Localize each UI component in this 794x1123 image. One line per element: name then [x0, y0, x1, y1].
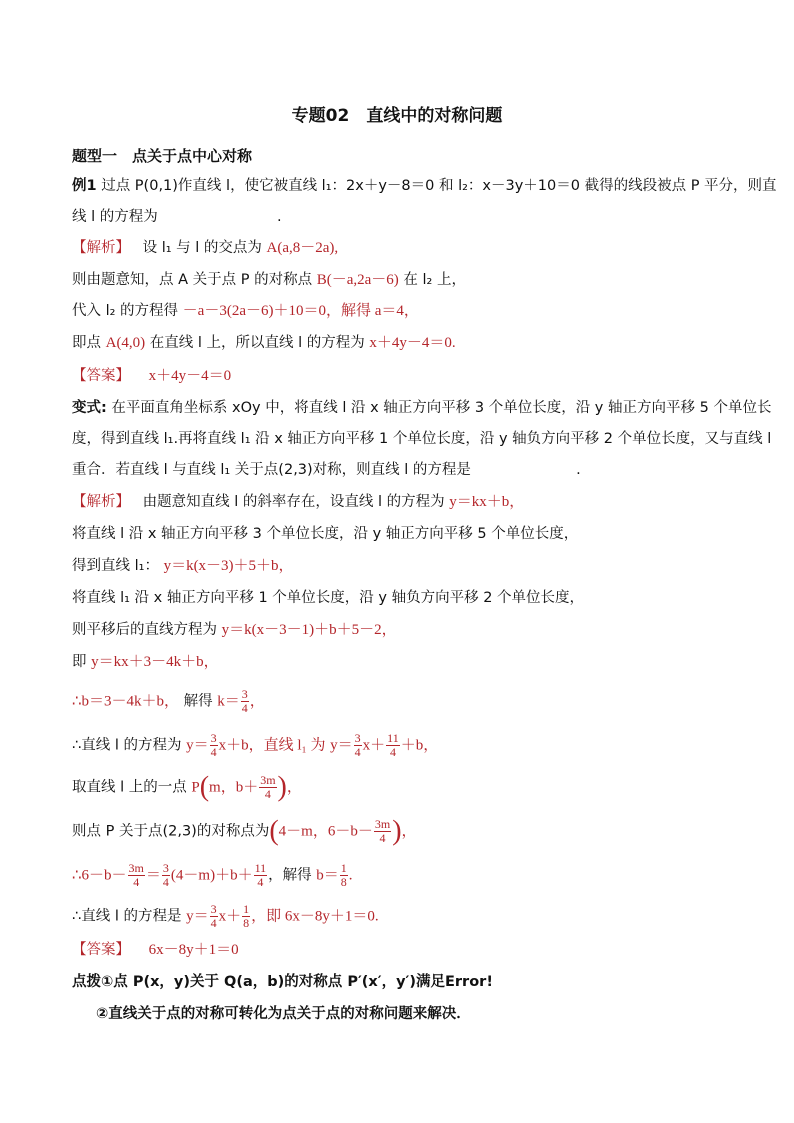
analysis-label: 【解析】	[72, 494, 130, 510]
example1-analysis-line3	[72, 301, 419, 321]
analysis-math: 4－m，6－b－	[278, 823, 373, 840]
variant-question-text: 在平面直角坐标系 xOy 中，将直线 l 沿 x 轴正方向平移 3 个单位长度，沿 y 轴正方向平移 5 个单位长	[111, 400, 772, 416]
analysis-math: －a－3(2a－6)＋10＝0，解得 a＝4，	[182, 303, 419, 319]
analysis-text: 解得	[183, 693, 213, 710]
analysis-math: ∴b＝3－4k＋b，	[72, 693, 180, 710]
analysis-math: x＋	[362, 737, 386, 754]
analysis-math: y＝k(x－3)＋5＋b，	[163, 558, 294, 574]
analysis-text: 则平移后的直线方程为	[72, 622, 217, 638]
example1-question-line1	[72, 176, 777, 196]
left-paren: (	[199, 771, 210, 803]
analysis-math: (4－m)＋b＋	[170, 867, 253, 884]
fraction: $\frac{3}{4}$	[354, 731, 361, 759]
variant-analysis-line7	[72, 688, 265, 715]
variant-question-end: .	[576, 462, 581, 478]
example1-analysis-line4	[72, 333, 456, 353]
analysis-text: 代入 l₂ 的方程得	[72, 303, 179, 319]
variant-analysis-line8	[72, 732, 438, 759]
variant-question-text: 重合．若直线 l 与直线 l₁ 关于点(2,3)对称，则直线 l 的方程是	[72, 462, 471, 478]
variant-analysis-line12	[72, 903, 379, 930]
analysis-math: P	[191, 779, 200, 796]
analysis-text: 将直线 l₁ 沿 x 轴正方向平移 1 个单位长度，沿 y 轴负方向平移 2 个单位长度，	[72, 590, 585, 606]
analysis-math: x＋b，直线 l₁ 为	[218, 737, 326, 754]
left-paren: (	[269, 815, 279, 847]
example1-question-end: .	[276, 209, 282, 225]
analysis-math: A(4,0)	[105, 335, 146, 351]
analysis-math: k＝	[217, 693, 240, 710]
analysis-text: 取直线 l 上的一点	[72, 779, 187, 796]
fraction: $\frac{3m}{4}$	[260, 773, 276, 801]
punctuation: ，	[286, 779, 302, 796]
example1-label: 例1	[72, 178, 97, 194]
tip-line1: 点拨①点 P(x，y)关于 Q(a，b)的对称点 P′(x′，y′)满足Error!	[72, 974, 493, 990]
analysis-math: x＋4y－4＝0.	[369, 335, 456, 351]
variant-answer-line	[72, 940, 239, 960]
analysis-math: ＋b，	[400, 737, 439, 754]
fraction: $\frac{11}{4}$	[254, 861, 267, 889]
section-heading: 题型一 点关于点中心对称	[72, 147, 253, 165]
variant-question-line1	[72, 398, 771, 418]
analysis-text: 得到直线 l₁：	[72, 558, 159, 574]
variant-analysis-line10	[72, 815, 417, 847]
analysis-text: ∴直线 l 的方程是	[72, 908, 182, 925]
fraction: $\frac{1}{8}$	[340, 861, 347, 889]
variant-analysis-line5	[72, 620, 397, 640]
right-paren: )	[277, 771, 287, 803]
fraction: $\frac{3m}{4}$	[374, 817, 391, 845]
variant-question-line3	[72, 460, 581, 480]
analysis-math: ∴6－b－	[72, 867, 127, 884]
analysis-math: ＝	[145, 867, 161, 884]
analysis-text: 设 l₁ 与 l 的交点为	[142, 240, 262, 256]
analysis-text: 由题意知直线 l 的斜率存在，设直线 l 的方程为	[142, 494, 445, 510]
example1-analysis-line2	[72, 270, 466, 290]
example1-answer-line	[72, 366, 231, 386]
variant-question-text: 度，得到直线 l₁.再将直线 l₁ 沿 x 轴正方向平移 1 个单位长度，沿 y 轴负方向平移 2 个单位长度，又与直线 l	[72, 431, 772, 447]
page-title: 专题02 直线中的对称问题	[291, 106, 503, 126]
variant-analysis-line1	[72, 492, 524, 512]
analysis-text: 即	[72, 654, 87, 670]
fraction: $\frac{1}{8}$	[243, 902, 250, 930]
analysis-text: 在 l₂ 上，	[403, 272, 466, 288]
analysis-math: A(a,8－2a),	[266, 240, 339, 256]
analysis-text: 将直线 l 沿 x 轴正方向平移 3 个单位长度，沿 y 轴正方向平移 5 个单位长度，	[72, 526, 579, 542]
tip-line2: ②直线关于点的对称可转化为点关于点的对称问题来解决．	[96, 1006, 471, 1022]
variant-analysis-line9	[72, 771, 302, 803]
answer-label: 【答案】	[72, 368, 130, 384]
analysis-math: m，b＋	[209, 779, 259, 796]
example1-question-line2	[72, 207, 282, 227]
variant-analysis-line6	[72, 652, 219, 672]
analysis-math: y＝	[186, 908, 209, 925]
analysis-text: 则点 P 关于点(2,3)的对称点为	[72, 823, 270, 840]
analysis-math: b＝	[316, 867, 339, 884]
analysis-text: 即点	[72, 335, 101, 351]
analysis-label: 【解析】	[72, 240, 130, 256]
analysis-text: 则由题意知，点 A 关于点 P 的对称点	[72, 272, 313, 288]
analysis-math: y＝	[186, 737, 209, 754]
fraction: $\frac{3}{4}$	[210, 902, 217, 930]
example1-question-text: 过点 P(0,1)作直线 l，使它被直线 l₁：2x＋y－8＝0 和 l₂：x－3y＋10＝0 截得的线段被点 P 平分，则直	[101, 178, 777, 194]
example1-analysis-line1	[72, 238, 338, 258]
variant-analysis-line2	[72, 524, 578, 544]
answer-label: 【答案】	[72, 942, 130, 958]
punctuation: .	[348, 867, 353, 884]
variant-label: 变式:	[72, 400, 107, 416]
variant-analysis-line11	[72, 862, 353, 889]
right-paren: )	[392, 815, 402, 847]
analysis-text: ，解得	[268, 867, 312, 884]
variant-analysis-line3	[72, 556, 294, 576]
fraction: $\frac{3}{4}$	[210, 731, 217, 759]
analysis-math: B(－a,2a－6)	[316, 272, 399, 288]
example1-question-text2: 线 l 的方程为	[72, 209, 158, 225]
answer-value: x＋4y－4＝0	[148, 368, 232, 384]
analysis-math: x＋	[218, 908, 242, 925]
analysis-text: ∴直线 l 的方程为	[72, 737, 182, 754]
answer-value: 6x－8y＋1＝0	[148, 942, 239, 958]
variant-analysis-line4	[72, 588, 584, 608]
analysis-math: y＝kx＋b，	[449, 494, 525, 510]
analysis-math: y＝k(x－3－1)＋b＋5－2，	[221, 622, 397, 638]
analysis-text: 在直线 l 上，所以直线 l 的方程为	[149, 335, 365, 351]
fraction: $\frac{3}{4}$	[241, 687, 248, 715]
punctuation: ，	[249, 693, 265, 710]
fraction: $\frac{11}{4}$	[387, 731, 399, 759]
fraction: $\frac{3}{4}$	[162, 861, 169, 889]
punctuation: ，	[401, 823, 417, 840]
variant-question-line2	[72, 429, 771, 449]
analysis-math: ，即 6x－8y＋1＝0.	[251, 908, 379, 925]
analysis-math: y＝kx＋3－4k＋b，	[91, 654, 219, 670]
analysis-math: y＝	[330, 737, 353, 754]
fraction: $\frac{3m}{4}$	[128, 861, 144, 889]
